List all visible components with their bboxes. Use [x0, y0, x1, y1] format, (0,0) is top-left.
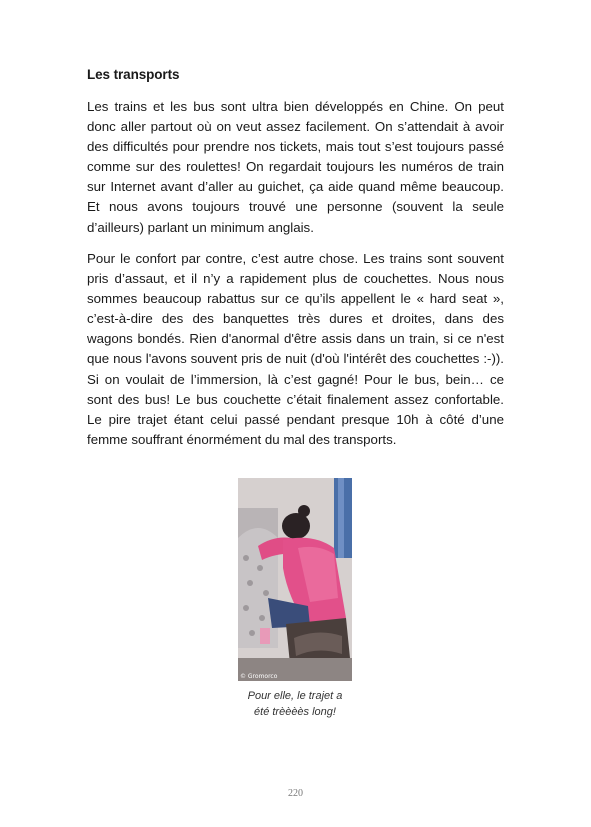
paragraph-2: Pour le confort par contre, c’est autre chose. Les trains sont souvent pris d’assaut, et il n’y a rapidement plus de couchettes. Nous nous sommes beaucoup rabattus sur ce qu’ils appellent le « hard seat », c’est-à-dire des des banquettes très dures et droites, dans des wagons bondés. Rien d'anormal d'être assis dans un train, si ce n'est que nous l'avons souvent pris de nuit (d'où l'intérêt des couchettes :-)). Si on voulait de l’immersion, là c’est gagné! Pour le bus, bein… ce sont des bus! Le bus couchette c’était finalement assez confortable. Le pire trajet étant celui passé pendant presque 10h à côté d’une femme souffrant énormément du mal des transports.	[87, 251, 504, 447]
caption-line-1: Pour elle, le trajet a	[247, 690, 343, 702]
page-number: 220	[288, 788, 303, 799]
caption-line-2: été trèèèès long!	[254, 706, 336, 718]
section-heading: Les transports	[87, 67, 180, 82]
photo-caption	[230, 688, 360, 720]
photo-credit: © Gromorco	[240, 673, 278, 680]
photo-woman-on-train	[238, 478, 352, 681]
photo-illustration	[238, 478, 352, 681]
paragraph-1: Les trains et les bus sont ultra bien développés en Chine. On peut donc aller partout où on veut assez facilement. On s’attendait à avoir des difficultés pour prendre nos tickets, mais tout s’est toujours passé comme sur des roulettes! On regardait toujours les numéros de train sur Internet avant d’aller au guichet, ça aide quand même beaucoup. Et nous avons toujours trouvé une personne (souvent la seule d’ailleurs) parlant un minimum anglais.	[87, 99, 504, 235]
